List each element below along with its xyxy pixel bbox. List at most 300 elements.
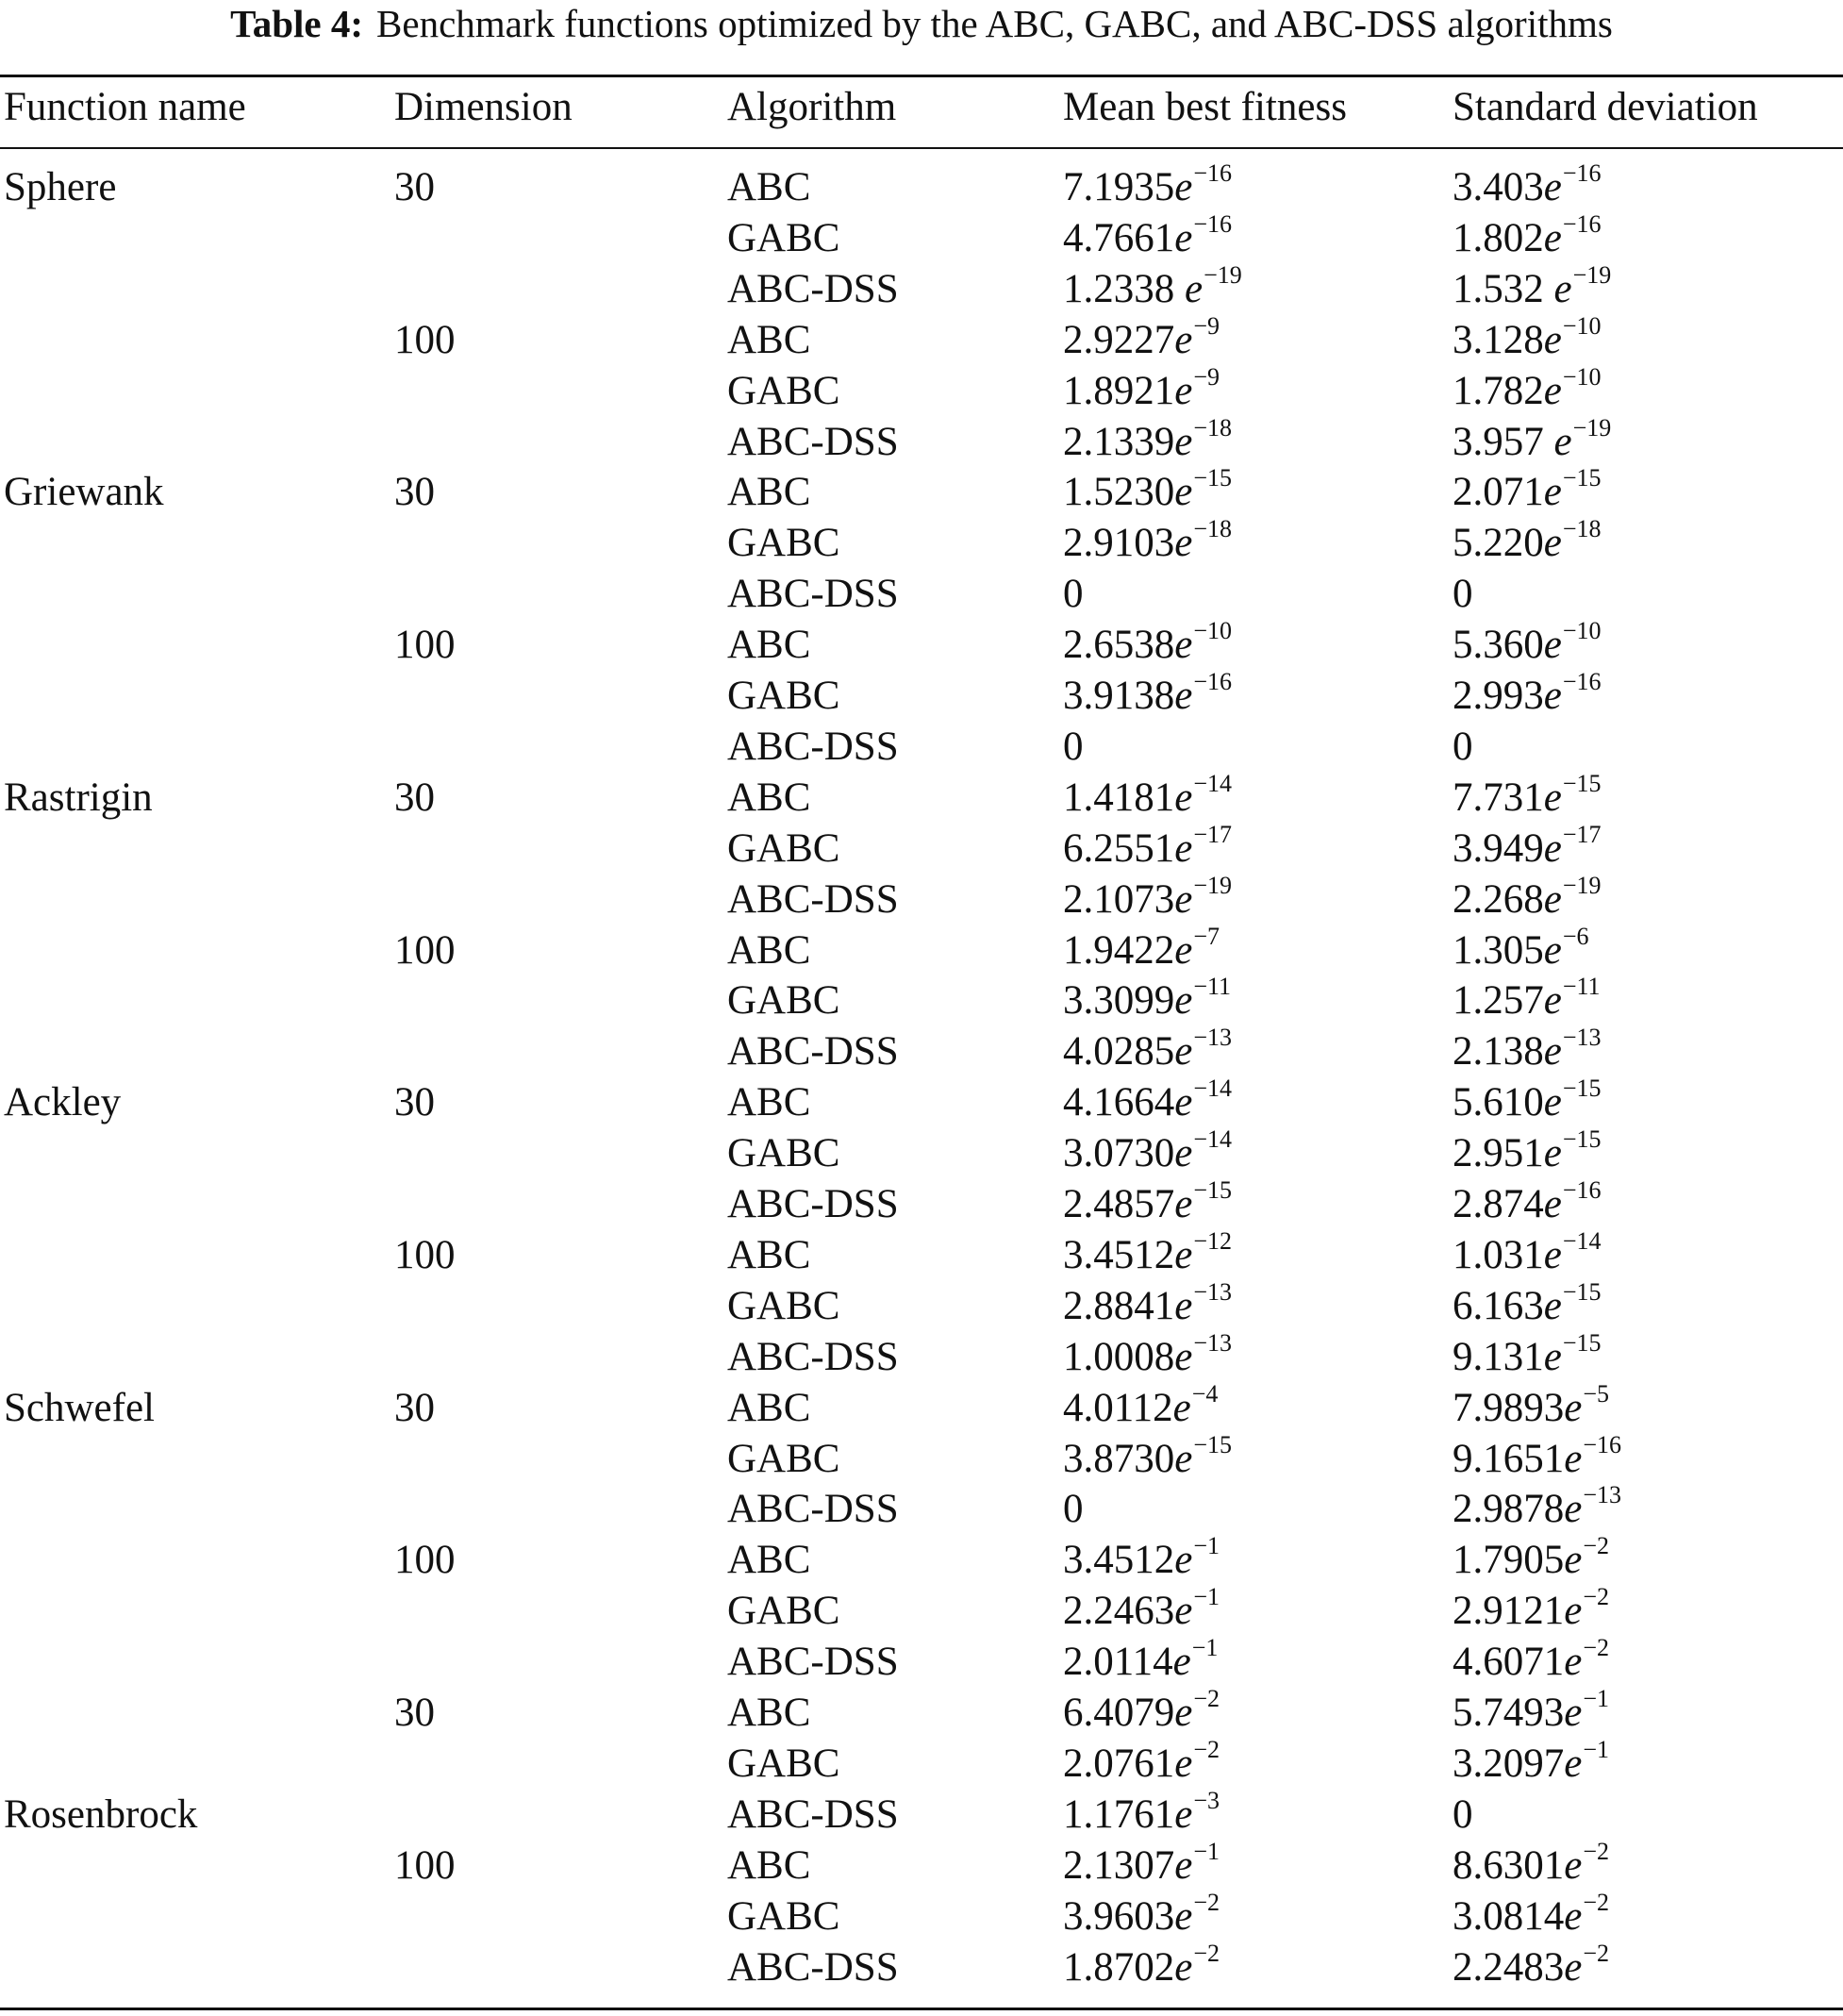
exponent-power: −16 <box>1193 668 1233 695</box>
mantissa: 1.305 <box>1453 928 1544 973</box>
cell-mean-best-fitness <box>1063 1176 1233 1230</box>
cell-mean-best-fitness <box>1063 722 1084 773</box>
cell-standard-deviation <box>1453 1532 1610 1586</box>
cell-algorithm: ABC-DSS <box>727 1487 899 1531</box>
table-caption <box>0 0 1843 47</box>
cell-function-name: Schwefel <box>4 1386 155 1430</box>
cell-function-name: Sphere <box>4 165 117 209</box>
header-dimension: Dimension <box>394 85 573 129</box>
cell-mean-best-fitness <box>1063 668 1233 722</box>
exponent-base: e <box>1174 216 1193 260</box>
exponent-power: −17 <box>1193 821 1233 848</box>
cell-function-name: Rosenbrock <box>4 1792 198 1837</box>
cell-standard-deviation <box>1453 1736 1610 1790</box>
exponent-power: −14 <box>1562 1227 1602 1255</box>
exponent-power: −4 <box>1191 1380 1219 1408</box>
mantissa: 2.0114 <box>1063 1640 1173 1684</box>
exponent-base: e <box>1174 1691 1193 1735</box>
exponent-power: −16 <box>1562 159 1602 187</box>
cell-mean-best-fitness <box>1063 1634 1219 1688</box>
cell-mean-best-fitness <box>1063 159 1233 213</box>
cell-algorithm: ABC-DSS <box>727 1335 899 1379</box>
exponent-power: −2 <box>1583 1634 1610 1661</box>
cell-algorithm: ABC-DSS <box>727 1945 899 1990</box>
cell-algorithm: ABC <box>727 1386 811 1430</box>
cell-mean-best-fitness <box>1063 414 1233 468</box>
exponent-base: e <box>1564 1386 1583 1430</box>
mantissa: 0 <box>1063 1487 1084 1531</box>
cell-dimension: 100 <box>394 623 456 667</box>
mantissa: 2.2483 <box>1453 1945 1565 1990</box>
cell-mean-best-fitness <box>1063 1380 1219 1434</box>
exponent-power: −13 <box>1583 1481 1622 1508</box>
exponent-power: −2 <box>1193 1889 1220 1916</box>
exponent-base: e <box>1174 1080 1193 1125</box>
cell-standard-deviation <box>1453 210 1602 264</box>
mantissa: 2.993 <box>1453 674 1544 718</box>
mantissa: 1.782 <box>1453 369 1544 413</box>
mantissa: 3.949 <box>1453 826 1544 871</box>
mantissa: 3.2097 <box>1453 1741 1565 1786</box>
exponent-base: e <box>1543 216 1562 260</box>
exponent-power: −13 <box>1193 1024 1233 1051</box>
header-mean-best-fitness: Mean best fitness <box>1063 85 1347 129</box>
cell-mean-best-fitness <box>1063 1583 1220 1637</box>
cell-function-name: Rastrigin <box>4 775 153 820</box>
mantissa: 2.9103 <box>1063 521 1175 565</box>
exponent-power: −2 <box>1583 1532 1610 1559</box>
exponent-base: e <box>1174 521 1193 565</box>
exponent-base: e <box>1174 1792 1193 1837</box>
exponent-power: −13 <box>1193 1329 1233 1357</box>
mantissa: 2.1073 <box>1063 877 1175 922</box>
mantissa: 2.2463 <box>1063 1589 1175 1633</box>
exponent-base: e <box>1543 1284 1562 1328</box>
cell-algorithm: GABC <box>727 978 840 1023</box>
cell-mean-best-fitness <box>1063 1891 1220 1942</box>
exponent-power: −15 <box>1562 770 1602 797</box>
exponent-power: −15 <box>1193 464 1233 492</box>
exponent-power: −6 <box>1562 923 1589 950</box>
exponent-power: −10 <box>1562 363 1602 391</box>
cell-standard-deviation <box>1453 261 1612 315</box>
exponent-power: −2 <box>1583 1583 1610 1610</box>
cell-standard-deviation <box>1453 1125 1602 1179</box>
cell-mean-best-fitness <box>1063 569 1084 620</box>
mantissa: 5.7493 <box>1453 1691 1565 1735</box>
exponent-power: −2 <box>1193 1736 1220 1763</box>
mantissa: 1.8702 <box>1063 1945 1175 1990</box>
mantissa: 2.071 <box>1453 470 1544 514</box>
exponent-power: −1 <box>1583 1736 1610 1763</box>
exponent-power: −16 <box>1193 210 1233 238</box>
mantissa: 7.731 <box>1453 775 1544 820</box>
cell-standard-deviation <box>1453 464 1602 518</box>
exponent-base: e <box>1174 1945 1193 1990</box>
exponent-power: −14 <box>1193 1125 1233 1153</box>
mantissa: 2.9121 <box>1453 1589 1565 1633</box>
exponent-base: e <box>1174 1437 1193 1481</box>
exponent-power: −15 <box>1193 1431 1233 1458</box>
exponent-base: e <box>1564 1640 1583 1684</box>
mantissa: 5.610 <box>1453 1080 1544 1125</box>
mantissa: 4.6071 <box>1453 1640 1565 1684</box>
exponent-base: e <box>1174 674 1193 718</box>
cell-standard-deviation <box>1453 1026 1602 1077</box>
mantissa: 3.957 <box>1453 420 1554 464</box>
exponent-base: e <box>1564 1487 1583 1531</box>
mantissa: 6.2551 <box>1063 826 1175 871</box>
mantissa: 0 <box>1063 572 1084 616</box>
mantissa: 3.9603 <box>1063 1894 1175 1939</box>
cell-mean-best-fitness <box>1063 1125 1233 1179</box>
cell-mean-best-fitness <box>1063 1431 1233 1485</box>
exponent-power: −2 <box>1193 1940 1220 1967</box>
cell-algorithm: ABC <box>727 928 811 973</box>
mantissa: 4.0285 <box>1063 1029 1175 1074</box>
mantissa: 1.5230 <box>1063 470 1175 514</box>
cell-algorithm: GABC <box>727 1284 840 1328</box>
mantissa: 3.0814 <box>1453 1894 1565 1939</box>
exponent-power: −1 <box>1193 1838 1220 1865</box>
exponent-base: e <box>1174 1131 1193 1175</box>
cell-standard-deviation <box>1453 1077 1602 1128</box>
cell-standard-deviation <box>1453 515 1602 569</box>
exponent-power: −7 <box>1193 923 1220 950</box>
exponent-power: −18 <box>1193 414 1233 442</box>
exponent-base: e <box>1174 420 1193 464</box>
cell-mean-best-fitness <box>1063 1026 1232 1077</box>
mantissa: 2.9878 <box>1453 1487 1565 1531</box>
mantissa: 0 <box>1063 725 1084 769</box>
cell-algorithm: ABC-DSS <box>727 725 899 769</box>
exponent-power: −13 <box>1193 1278 1233 1306</box>
cell-mean-best-fitness <box>1063 515 1233 569</box>
exponent-power: −1 <box>1583 1685 1610 1712</box>
cell-mean-best-fitness <box>1063 1942 1220 1993</box>
cell-mean-best-fitness <box>1063 261 1242 315</box>
mantissa: 2.0761 <box>1063 1741 1175 1786</box>
exponent-base: e <box>1543 470 1562 514</box>
exponent-power: −15 <box>1562 1329 1602 1357</box>
header-standard-deviation: Standard deviation <box>1453 85 1758 129</box>
exponent-power: −12 <box>1193 1227 1233 1255</box>
cell-algorithm: ABC <box>727 775 811 820</box>
cell-mean-best-fitness <box>1063 1838 1220 1891</box>
cell-mean-best-fitness <box>1063 1278 1233 1332</box>
exponent-base: e <box>1564 1741 1583 1786</box>
cell-standard-deviation <box>1453 821 1602 875</box>
exponent-base: e <box>1174 623 1193 667</box>
exponent-power: −2 <box>1583 1889 1610 1916</box>
cell-mean-best-fitness <box>1063 363 1220 417</box>
mantissa: 6.4079 <box>1063 1691 1175 1735</box>
exponent-power: −3 <box>1193 1787 1220 1814</box>
exponent-base: e <box>1553 420 1572 464</box>
cell-dimension: 30 <box>394 1386 435 1430</box>
exponent-base: e <box>1543 674 1562 718</box>
cell-mean-best-fitness <box>1063 1329 1233 1383</box>
cell-algorithm: ABC <box>727 165 811 209</box>
mantissa: 6.163 <box>1453 1284 1544 1328</box>
exponent-base: e <box>1174 1029 1193 1074</box>
mantissa: 5.220 <box>1453 521 1544 565</box>
exponent-base: e <box>1174 826 1193 871</box>
exponent-power: −16 <box>1583 1431 1622 1458</box>
exponent-base: e <box>1174 978 1193 1023</box>
mantissa: 3.8730 <box>1063 1437 1175 1481</box>
cell-standard-deviation <box>1453 1942 1609 1993</box>
exponent-base: e <box>1543 928 1562 973</box>
mantissa: 4.0112 <box>1063 1386 1173 1430</box>
mantissa: 1.257 <box>1453 978 1544 1023</box>
exponent-base: e <box>1174 1233 1193 1277</box>
cell-dimension: 30 <box>394 775 435 820</box>
cell-algorithm: ABC <box>727 1233 811 1277</box>
mantissa: 1.031 <box>1453 1233 1544 1277</box>
cell-algorithm: ABC-DSS <box>727 572 899 616</box>
cell-standard-deviation <box>1453 668 1602 722</box>
cell-dimension: 100 <box>394 1843 456 1888</box>
mantissa: 2.138 <box>1453 1029 1544 1074</box>
top-rule <box>0 75 1843 77</box>
header-algorithm: Algorithm <box>727 85 897 129</box>
mantissa: 2.8841 <box>1063 1284 1175 1328</box>
mantissa: 3.4512 <box>1063 1538 1175 1582</box>
cell-standard-deviation <box>1453 363 1602 417</box>
exponent-base: e <box>1564 1437 1583 1481</box>
mantissa: 3.0730 <box>1063 1131 1175 1175</box>
exponent-base: e <box>1543 521 1562 565</box>
exponent-power: −19 <box>1193 872 1233 899</box>
exponent-base: e <box>1172 1386 1191 1430</box>
mantissa: 5.360 <box>1453 623 1544 667</box>
exponent-power: −16 <box>1193 159 1233 187</box>
exponent-power: −19 <box>1204 261 1242 289</box>
cell-algorithm: ABC <box>727 470 811 514</box>
cell-mean-best-fitness <box>1063 210 1233 264</box>
exponent-base: e <box>1174 775 1193 820</box>
exponent-base: e <box>1564 1589 1583 1633</box>
exponent-base: e <box>1564 1538 1583 1582</box>
exponent-power: −15 <box>1562 1125 1602 1153</box>
exponent-base: e <box>1174 470 1193 514</box>
cell-mean-best-fitness <box>1063 770 1233 824</box>
exponent-power: −9 <box>1193 363 1220 391</box>
cell-dimension: 100 <box>394 928 456 973</box>
exponent-base: e <box>1543 1029 1562 1074</box>
cell-mean-best-fitness <box>1063 975 1231 1026</box>
exponent-base: e <box>1174 369 1193 413</box>
header-function-name: Function name <box>4 85 246 129</box>
exponent-base: e <box>1564 1691 1583 1735</box>
mantissa: 4.1664 <box>1063 1080 1175 1125</box>
cell-mean-best-fitness <box>1063 312 1220 366</box>
cell-standard-deviation <box>1453 569 1473 620</box>
cell-algorithm: ABC-DSS <box>727 420 899 464</box>
mantissa: 2.6538 <box>1063 623 1175 667</box>
exponent-power: −11 <box>1193 973 1232 1000</box>
cell-standard-deviation <box>1453 770 1602 824</box>
exponent-power: −16 <box>1562 210 1602 238</box>
cell-dimension: 30 <box>394 1080 435 1125</box>
exponent-base: e <box>1185 267 1204 311</box>
mantissa: 0 <box>1453 1792 1473 1837</box>
mantissa: 3.128 <box>1453 318 1544 362</box>
exponent-power: −19 <box>1572 261 1612 289</box>
mantissa: 3.3099 <box>1063 978 1175 1023</box>
exponent-base: e <box>1543 1335 1562 1379</box>
cell-standard-deviation <box>1453 1891 1609 1942</box>
mantissa: 0 <box>1453 572 1473 616</box>
exponent-power: −1 <box>1191 1634 1219 1661</box>
cell-algorithm: ABC <box>727 318 811 362</box>
cell-mean-best-fitness <box>1063 1736 1220 1790</box>
exponent-base: e <box>1543 826 1562 871</box>
exponent-base: e <box>1553 267 1572 311</box>
exponent-power: −15 <box>1562 1075 1602 1102</box>
exponent-power: −19 <box>1562 872 1602 899</box>
mantissa: 2.874 <box>1453 1182 1544 1226</box>
cell-mean-best-fitness <box>1063 872 1233 925</box>
cell-algorithm: GABC <box>727 674 840 718</box>
cell-algorithm: GABC <box>727 1589 840 1633</box>
exponent-base: e <box>1174 1538 1193 1582</box>
exponent-base: e <box>1543 877 1562 922</box>
cell-mean-best-fitness <box>1063 1685 1220 1739</box>
cell-standard-deviation <box>1453 312 1602 366</box>
cell-mean-best-fitness <box>1063 617 1233 671</box>
cell-standard-deviation <box>1453 722 1473 773</box>
cell-mean-best-fitness <box>1063 821 1233 875</box>
cell-standard-deviation <box>1453 1329 1602 1383</box>
mantissa: 1.2338 <box>1063 267 1185 311</box>
exponent-base: e <box>1564 1945 1583 1990</box>
exponent-power: −17 <box>1562 821 1602 848</box>
cell-function-name: Ackley <box>4 1080 122 1125</box>
exponent-power: −14 <box>1193 770 1233 797</box>
cell-mean-best-fitness <box>1063 1532 1220 1586</box>
exponent-base: e <box>1543 318 1562 362</box>
cell-algorithm: GABC <box>727 826 840 871</box>
mantissa: 1.7905 <box>1453 1538 1565 1582</box>
exponent-base: e <box>1172 1640 1191 1684</box>
exponent-base: e <box>1174 1741 1193 1786</box>
exponent-power: −10 <box>1562 312 1602 340</box>
exponent-base: e <box>1174 318 1193 362</box>
cell-standard-deviation <box>1453 1583 1610 1637</box>
exponent-base: e <box>1564 1894 1583 1939</box>
exponent-base: e <box>1543 165 1562 209</box>
cell-standard-deviation <box>1453 1685 1610 1739</box>
mantissa: 2.1339 <box>1063 420 1175 464</box>
cell-algorithm: ABC-DSS <box>727 1029 899 1074</box>
exponent-base: e <box>1174 928 1193 973</box>
exponent-power: −2 <box>1583 1838 1610 1865</box>
cell-algorithm: GABC <box>727 1131 840 1175</box>
exponent-power: −15 <box>1562 1278 1602 1306</box>
cell-dimension: 100 <box>394 1233 456 1277</box>
cell-dimension: 100 <box>394 318 456 362</box>
cell-standard-deviation <box>1453 872 1602 925</box>
caption-text: Benchmark functions optimized by the ABC, GABC, and ABC-DSS algorithms <box>376 2 1613 45</box>
cell-dimension: 30 <box>394 470 435 514</box>
exponent-power: −10 <box>1193 617 1233 644</box>
exponent-base: e <box>1564 1843 1583 1888</box>
exponent-power: −14 <box>1193 1075 1233 1102</box>
exponent-power: −11 <box>1562 973 1601 1000</box>
cell-standard-deviation <box>1453 1176 1602 1230</box>
cell-algorithm: ABC <box>727 1691 811 1735</box>
exponent-base: e <box>1174 1335 1193 1379</box>
exponent-base: e <box>1174 165 1193 209</box>
cell-algorithm: ABC <box>727 1538 811 1582</box>
cell-standard-deviation <box>1453 1634 1610 1688</box>
cell-algorithm: GABC <box>727 1894 840 1939</box>
cell-standard-deviation <box>1453 925 1589 976</box>
cell-mean-best-fitness <box>1063 925 1220 976</box>
cell-algorithm: GABC <box>727 369 840 413</box>
mantissa: 1.8921 <box>1063 369 1175 413</box>
mantissa: 8.6301 <box>1453 1843 1565 1888</box>
exponent-power: −18 <box>1193 515 1233 542</box>
cell-algorithm: ABC-DSS <box>727 1182 899 1226</box>
cell-algorithm: GABC <box>727 216 840 260</box>
cell-standard-deviation <box>1453 414 1612 468</box>
exponent-base: e <box>1174 1284 1193 1328</box>
mantissa: 1.1761 <box>1063 1792 1175 1837</box>
cell-standard-deviation <box>1453 1481 1622 1535</box>
exponent-base: e <box>1174 1182 1193 1226</box>
exponent-base: e <box>1543 978 1562 1023</box>
cell-function-name: Griewank <box>4 470 164 514</box>
mantissa: 1.4181 <box>1063 775 1175 820</box>
mantissa: 1.0008 <box>1063 1335 1175 1379</box>
exponent-power: −1 <box>1193 1583 1220 1610</box>
cell-algorithm: GABC <box>727 521 840 565</box>
cell-dimension: 100 <box>394 1538 456 1582</box>
exponent-base: e <box>1543 623 1562 667</box>
exponent-base: e <box>1174 1894 1193 1939</box>
cell-algorithm: ABC <box>727 1843 811 1888</box>
exponent-base: e <box>1543 1233 1562 1277</box>
caption-label: Table 4: <box>230 2 364 45</box>
exponent-base: e <box>1174 877 1193 922</box>
mantissa: 9.131 <box>1453 1335 1544 1379</box>
exponent-base: e <box>1543 1182 1562 1226</box>
exponent-base: e <box>1543 1131 1562 1175</box>
cell-algorithm: GABC <box>727 1437 840 1481</box>
mantissa: 3.4512 <box>1063 1233 1175 1277</box>
exponent-power: −18 <box>1562 515 1602 542</box>
cell-algorithm: ABC-DSS <box>727 267 899 311</box>
cell-algorithm: ABC <box>727 623 811 667</box>
mantissa: 0 <box>1453 725 1473 769</box>
exponent-power: −16 <box>1562 1176 1602 1204</box>
exponent-power: −2 <box>1583 1940 1610 1967</box>
mantissa: 3.403 <box>1453 165 1544 209</box>
exponent-power: −16 <box>1562 668 1602 695</box>
exponent-power: −10 <box>1562 617 1602 644</box>
exponent-power: −5 <box>1583 1380 1610 1408</box>
cell-standard-deviation <box>1453 1227 1602 1281</box>
mantissa: 4.7661 <box>1063 216 1175 260</box>
cell-mean-best-fitness <box>1063 1227 1233 1281</box>
exponent-base: e <box>1543 1080 1562 1125</box>
mantissa: 2.4857 <box>1063 1182 1175 1226</box>
bottom-rule <box>0 2008 1843 2010</box>
cell-standard-deviation <box>1453 1838 1610 1891</box>
